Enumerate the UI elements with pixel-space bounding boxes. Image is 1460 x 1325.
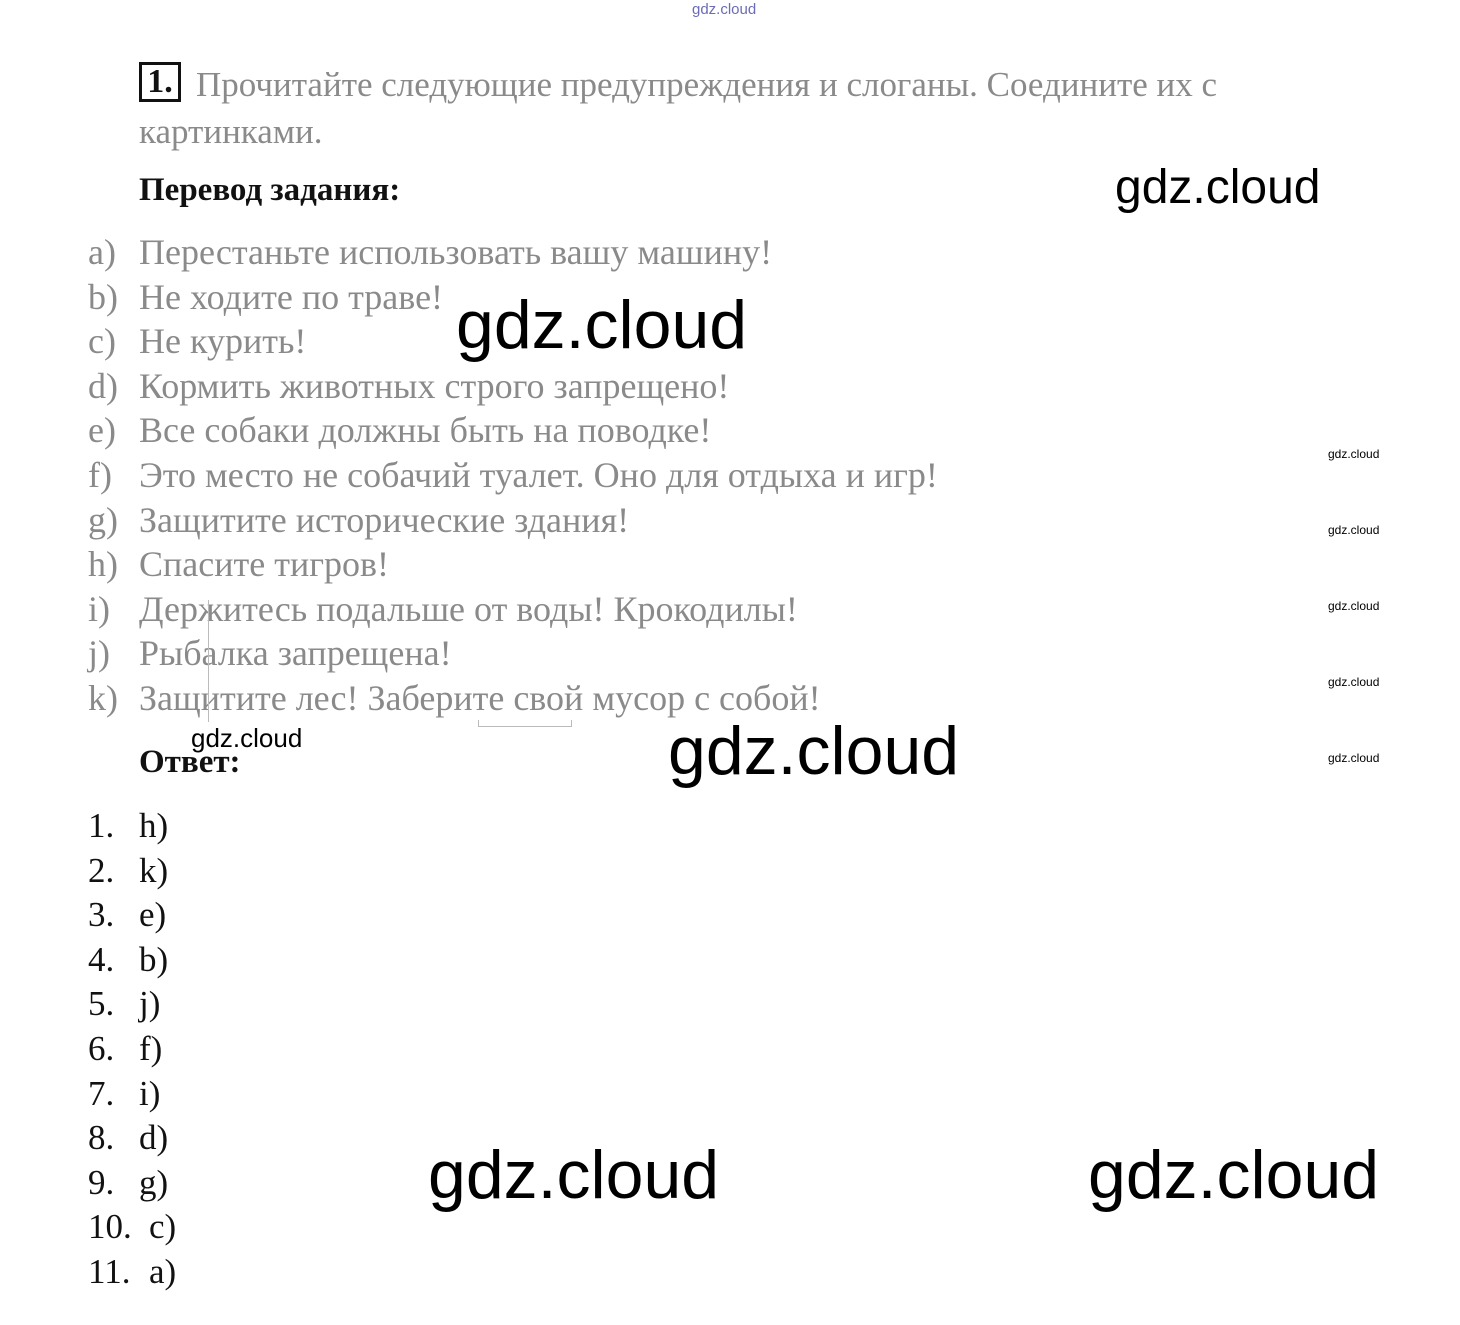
scan-artifact <box>478 720 572 727</box>
answer-heading: Ответ: <box>139 744 241 780</box>
answer-value: j) <box>139 984 161 1023</box>
watermark-bottom-right: gdz.cloud <box>1088 1137 1380 1213</box>
answer-number: 11. <box>88 1252 131 1291</box>
item-letter: a) <box>88 232 116 272</box>
watermark-side-3: gdz.cloud <box>1328 599 1380 613</box>
item-text: Защитите лес! Заберите свой мусор с собой! <box>139 678 821 718</box>
item-text: Спасите тигров! <box>139 544 389 584</box>
answer-number: 4. <box>88 940 115 979</box>
item-text: Не ходите по траве! <box>139 277 444 317</box>
answer-number: 7. <box>88 1074 115 1113</box>
task-text-line1: Прочитайте следующие предупреждения и слоганы. Соедините их с <box>196 65 1218 104</box>
answer-number: 9. <box>88 1163 115 1202</box>
item-letter: e) <box>88 410 116 450</box>
watermark-top: gdz.cloud <box>692 1 757 18</box>
answer-number: 3. <box>88 895 115 934</box>
item-letter: j) <box>88 633 110 673</box>
watermark-side-5: gdz.cloud <box>1328 751 1380 765</box>
answer-number: 8. <box>88 1118 115 1157</box>
item-text: Держитесь подальше от воды! Крокодилы! <box>139 589 798 629</box>
answer-value: k) <box>139 851 169 890</box>
answer-value: g) <box>139 1163 169 1202</box>
item-letter: i) <box>88 589 110 629</box>
answer-value: e) <box>139 895 167 934</box>
translation-heading: Перевод задания: <box>139 172 401 208</box>
item-text: Это место не собачий туалет. Оно для отдыха и игр! <box>139 455 938 495</box>
answer-value: b) <box>139 940 169 979</box>
item-letter: g) <box>88 500 118 540</box>
answer-number: 5. <box>88 984 115 1023</box>
item-text: Кормить животных строго запрещено! <box>139 366 730 406</box>
watermark-mid-large: gdz.cloud <box>456 287 748 363</box>
answer-value: d) <box>139 1118 169 1157</box>
item-letter: k) <box>88 678 118 718</box>
item-text: Не курить! <box>139 321 307 361</box>
answer-number: 1. <box>88 806 115 845</box>
item-letter: h) <box>88 544 118 584</box>
item-text: Рыбалка запрещена! <box>139 633 452 673</box>
task-number: 1. <box>139 62 181 102</box>
item-text: Перестаньте использовать вашу машину! <box>139 232 773 272</box>
watermark-side-4: gdz.cloud <box>1328 675 1380 689</box>
watermark-header-right: gdz.cloud <box>1115 161 1321 214</box>
answer-value: c) <box>149 1207 177 1246</box>
answer-number: 2. <box>88 851 115 890</box>
watermark-mid-center: gdz.cloud <box>668 713 960 789</box>
scan-artifact <box>186 600 209 722</box>
watermark-side-1: gdz.cloud <box>1328 447 1380 461</box>
answer-value: h) <box>139 806 169 845</box>
answer-number: 6. <box>88 1029 115 1068</box>
item-letter: d) <box>88 366 118 406</box>
item-text: Все собаки должны быть на поводке! <box>139 410 712 450</box>
answer-value: i) <box>139 1074 161 1113</box>
watermark-small-left: gdz.cloud <box>191 723 303 753</box>
item-letter: f) <box>88 455 112 495</box>
answer-number: 10. <box>88 1207 132 1246</box>
answer-value: a) <box>149 1252 177 1291</box>
answer-value: f) <box>139 1029 163 1068</box>
watermark-side-2: gdz.cloud <box>1328 523 1380 537</box>
watermark-bottom-left: gdz.cloud <box>428 1137 720 1213</box>
item-text: Защитите исторические здания! <box>139 500 630 540</box>
item-letter: c) <box>88 321 116 361</box>
item-letter: b) <box>88 277 118 317</box>
task-text-line2: картинками. <box>139 112 323 151</box>
